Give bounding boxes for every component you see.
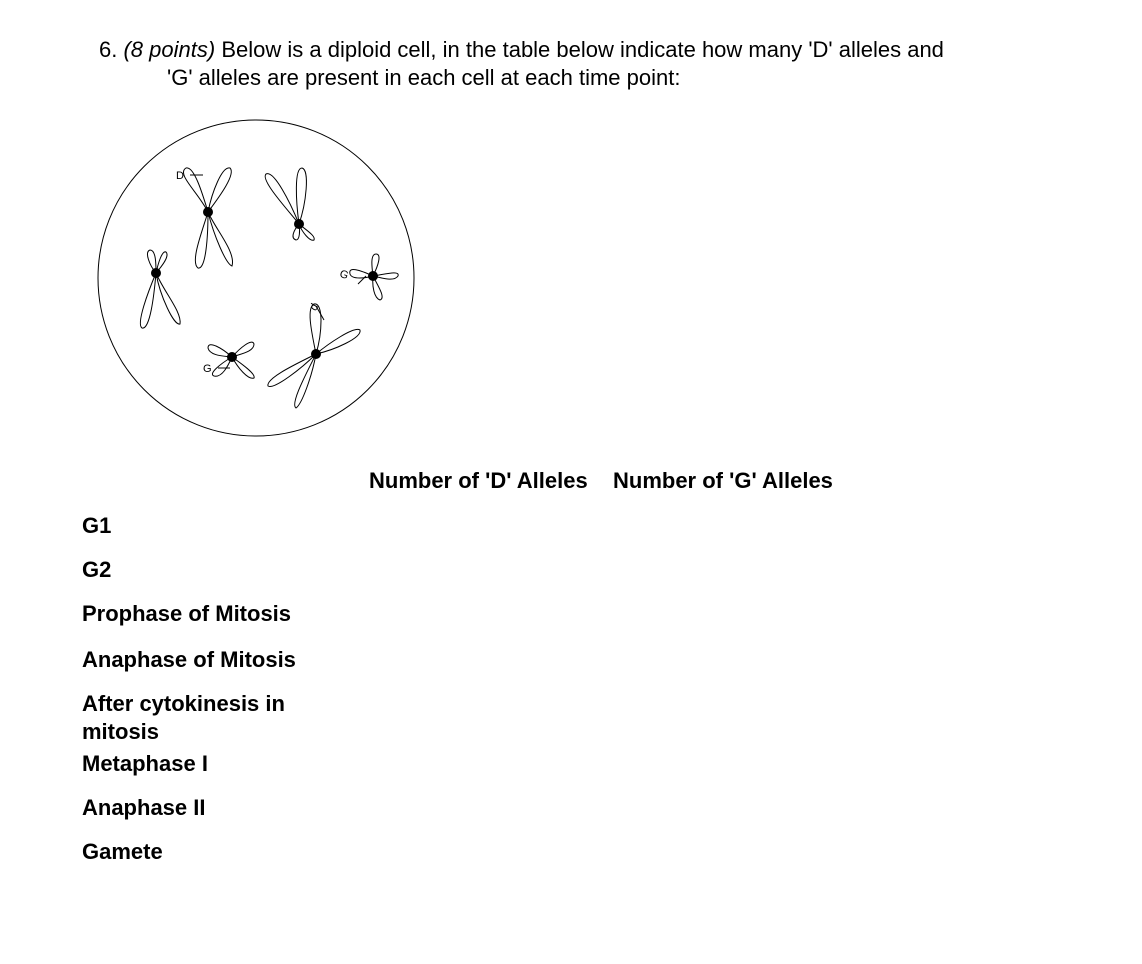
- row-label-g1: G1: [82, 513, 112, 538]
- chromosome-medium-unlabeled: [265, 168, 314, 240]
- row-label-anaphase-ii: Anaphase II: [82, 795, 206, 820]
- chromosome-small-g-lower: [208, 342, 254, 378]
- row-label-anaphase-mitosis: Anaphase of Mitosis: [82, 647, 296, 672]
- column-header-g-alleles: Number of 'G' Alleles: [613, 468, 833, 493]
- chromosome-small-left: [140, 250, 180, 328]
- diploid-cell-figure: [90, 112, 422, 446]
- question-text-line2: 'G' alleles are present in each cell at each time point:: [167, 65, 681, 90]
- allele-label-d-lower: d: [307, 301, 322, 313]
- chromosome-large-d-lower: [268, 301, 360, 408]
- question-text-line1: Below is a diploid cell, in the table below indicate how many 'D' alleles and: [221, 37, 944, 62]
- row-label-g2: G2: [82, 557, 112, 582]
- chromosome-small-g-upper: [350, 254, 398, 300]
- diploid-cell-svg: [90, 112, 422, 446]
- row-label-after-cytokinesis: After cytokinesis in mitosis: [82, 691, 285, 744]
- row-label-gamete: Gamete: [82, 839, 163, 864]
- question-number: 6.: [99, 37, 118, 62]
- allele-label-g-upper: G: [337, 267, 350, 283]
- row-label-metaphase-i: Metaphase I: [82, 751, 208, 776]
- row-label-prophase-mitosis: Prophase of Mitosis: [82, 601, 292, 626]
- question-text: [99, 36, 1059, 92]
- question-points: (8 points): [123, 37, 216, 62]
- column-header-d-alleles: Number of 'D' Alleles: [369, 468, 588, 493]
- cell-membrane: [98, 120, 414, 436]
- chromosome-large-d: [183, 168, 232, 268]
- allele-label-g-lower: G: [203, 363, 212, 375]
- allele-label-d-upper: D: [176, 170, 184, 182]
